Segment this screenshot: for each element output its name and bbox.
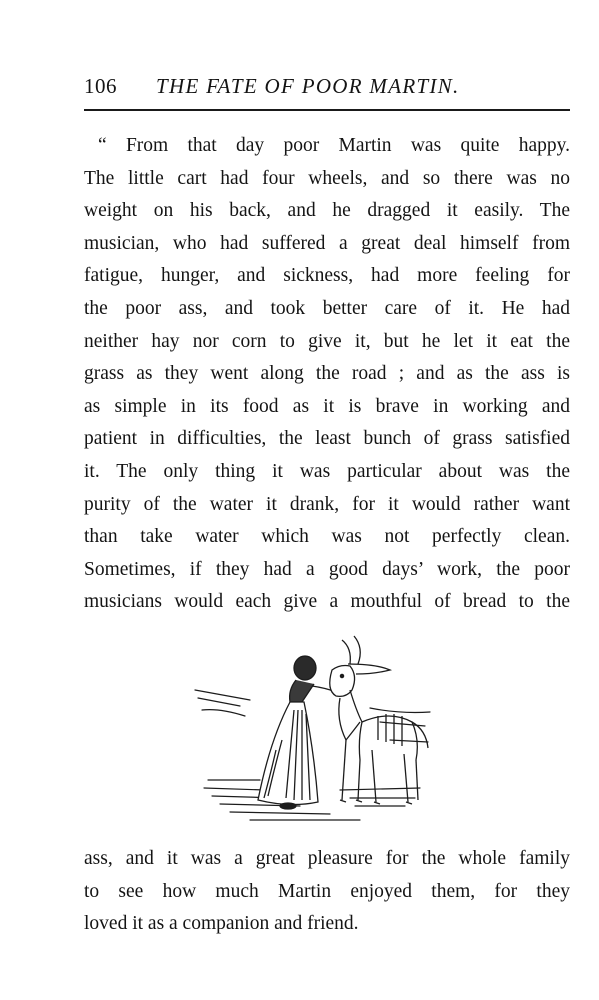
text-line: The little cart had four wheels, and so there was no [84,167,570,189]
text-line: grass as they went along the road ; and as the ass is [84,363,570,385]
running-title: THE FATE OF POOR MARTIN. [156,74,460,98]
running-header [84,72,570,106]
text-line: the poor ass, and took better care of it. He had [84,297,570,319]
paragraph-bottom [84,843,570,941]
text-line: as simple in its food as it is brave in working and [84,395,570,417]
text-line: than take water which was not perfectly clean. [84,526,570,548]
text-line: patient in difficulties, the least bunch of grass satisfied [84,428,570,450]
text-line: musicians would each give a mouthful of bread to the [84,591,570,613]
page-number: 106 [84,74,117,98]
text-line: it. The only thing it was particular about was the [84,460,570,482]
paragraph-top [84,130,570,619]
text-line: neither hay nor corn to give it, but he let it eat the [84,330,570,352]
text-line: to see how much Martin enjoyed them, for they [84,880,570,902]
header-rule [84,109,570,111]
woman-hugging-donkey-illustration [190,630,440,830]
text-line: “ From that day poor Martin was quite happy. [98,135,570,156]
text-line: weight on his back, and he dragged it easily. The [84,200,570,222]
text-line: loved it as a companion and friend. [84,913,359,935]
text-line: purity of the water it drank, for it would rather want [84,493,570,515]
text-line: Sometimes, if they had a good days’ work, the poor [84,558,570,580]
text-line: ass, and it was a great pleasure for the whole family [84,848,570,869]
text-line: musician, who had suffered a great deal himself from [84,232,570,254]
text-line: fatigue, hunger, and sickness, had more feeling for [84,265,570,287]
